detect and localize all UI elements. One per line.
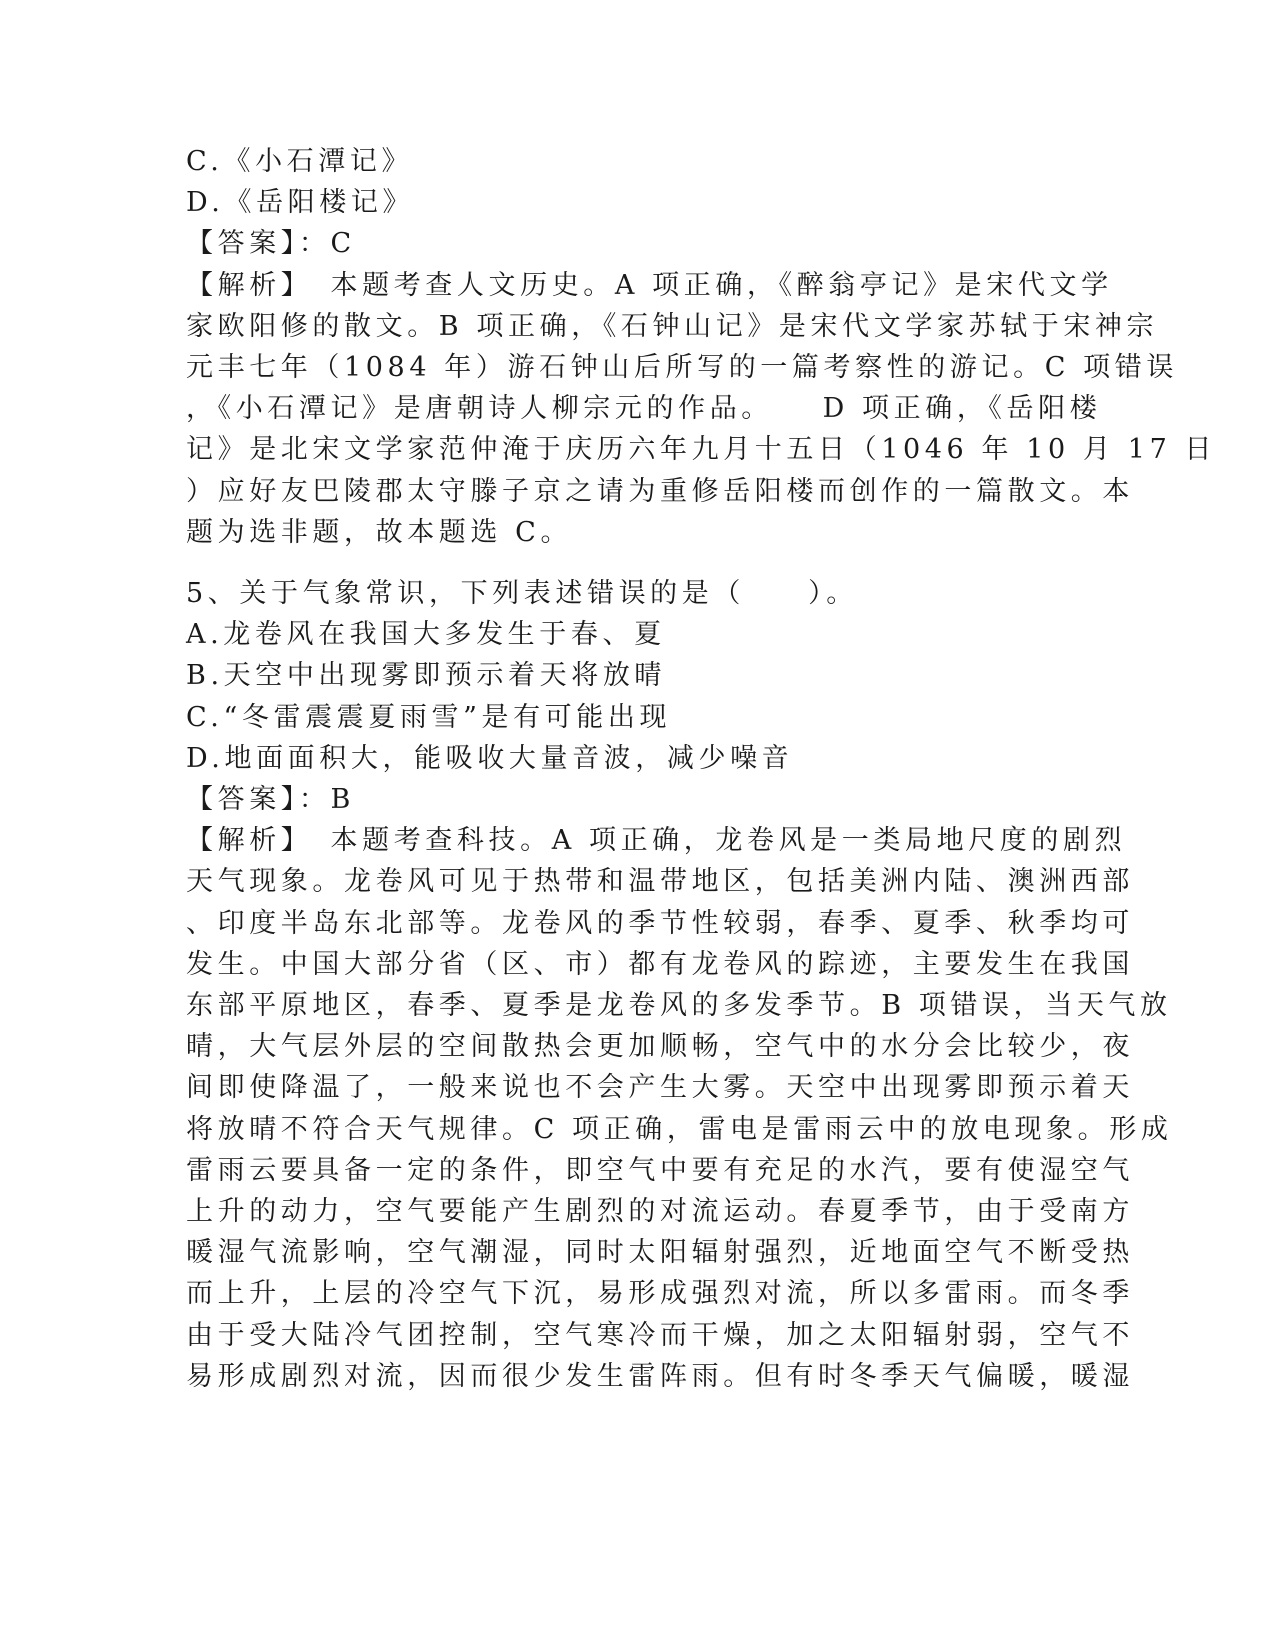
explanation-line: ）应好友巴陵郡太守滕子京之请为重修岳阳楼而创作的一篇散文。本	[186, 475, 1134, 507]
explanation-line: 【解析】 本题考查科技。A 项正确，龙卷风是一类局地尺度的剧烈	[186, 825, 1127, 857]
explanation-line: 记》是北宋文学家范仲淹于庆历六年九月十五日（1046 年 10 月 17 日	[186, 434, 1217, 466]
option-c: C.“冬雷震震夏雨雪”是有可能出现	[186, 701, 672, 733]
answer-line: 【答案】：C	[186, 228, 356, 260]
explanation-line: 上升的动力，空气要能产生剧烈的对流运动。春夏季节，由于受南方	[186, 1196, 1134, 1227]
explanation-line: 东部平原地区，春季、夏季是龙卷风的多发季节。B 项错误，当天气放	[186, 990, 1172, 1021]
explanation-line: 易形成剧烈对流，因而很少发生雷阵雨。但有时冬季天气偏暖，暖湿	[186, 1360, 1134, 1392]
explanation-line: 暖湿气流影响，空气潮湿，同时太阳辐射强烈，近地面空气不断受热	[186, 1237, 1134, 1269]
explanation-line: ，《小石潭记》是唐朝诗人柳宗元的作品。 D 项正确，《岳阳楼	[186, 393, 1102, 425]
explanation-line: 将放晴不符合天气规律。C 项正确，雷电是雷雨云中的放电现象。形成	[186, 1113, 1173, 1145]
explanation-line: 题为选非题，故本题选 C。	[186, 516, 573, 548]
question-stem: 5、关于气象常识，下列表述错误的是（ ）。	[186, 578, 858, 609]
explanation-line: 晴，大气层外层的空间散热会更加顺畅，空气中的水分会比较少，夜	[186, 1031, 1134, 1063]
explanation-line: 由于受大陆冷气团控制，空气寒冷而干燥，加之太阳辐射弱，空气不	[186, 1319, 1134, 1351]
explanation-line: 发生。中国大部分省（区、市）都有龙卷风的踪迹，主要发生在我国	[186, 948, 1134, 980]
option-b: B.天空中出现雾即预示着天将放晴	[186, 660, 667, 692]
explanation-line: 雷雨云要具备一定的条件，即空气中要有充足的水汽，要有使湿空气	[186, 1154, 1134, 1186]
option-d: D.《岳阳楼记》	[186, 187, 415, 219]
option-a: A.龙卷风在我国大多发生于春、夏	[186, 619, 666, 651]
explanation-line: 元丰七年（1084 年）游石钟山后所写的一篇考察性的游记。C 项错误	[186, 352, 1178, 383]
option-c: C.《小石潭记》	[186, 146, 414, 177]
explanation-line: 而上升，上层的冷空气下沉，易形成强烈对流，所以多雷雨。而冬季	[186, 1278, 1134, 1310]
explanation-line: 家欧阳修的散文。B 项正确，《石钟山记》是宋代文学家苏轼于宋神宗	[186, 310, 1159, 342]
option-d: D.地面面积大，能吸收大量音波，减少噪音	[186, 742, 794, 774]
explanation-line: 天气现象。龙卷风可见于热带和温带地区，包括美洲内陆、澳洲西部	[186, 866, 1134, 898]
explanation-line: 间即使降温了，一般来说也不会产生大雾。天空中出现雾即预示着天	[186, 1072, 1134, 1104]
explanation-line: 、印度半岛东北部等。龙卷风的季节性较弱，春季、夏季、秋季均可	[186, 907, 1134, 939]
explanation-line: 【解析】 本题考查人文历史。A 项正确，《醉翁亭记》是宋代文学	[186, 269, 1113, 301]
answer-line: 【答案】：B	[186, 784, 355, 815]
